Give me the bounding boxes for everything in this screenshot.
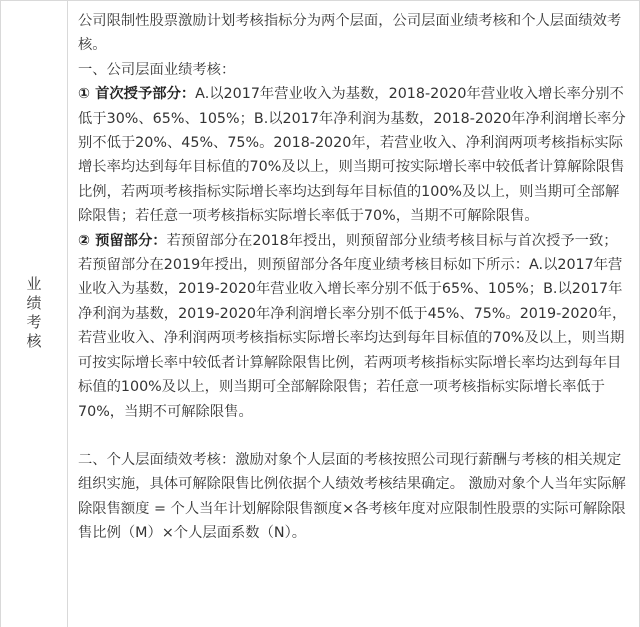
part1-paragraph bbox=[78, 82, 627, 228]
row-label: 业绩考核 bbox=[24, 276, 43, 352]
part2-text: 若预留部分在2018年授出，则预留部分业绩考核目标与首次授予一致；若预留部分在2019年授出，则预留部分各年度业绩考核目标如下所示：A.以2017年营业收入为基数，2019-2020年营业收入增长率分别不低于65%、105%；B.以2017年净利润为基数，2019-2020年净利润增长率分别不低于45%、75%。2019-2020年，若营业收入、净利润两项考核指标实际增长率均达到每年目标值的70%及以上，则当期可按实际增长率中较低者计算解除限售比例，若两项考核指标实际增长率均达到每年目标值的100%及以上，则当期可全部解除限售；若任意一项考核指标实际增长率低于70%，当期不可解除限售。 bbox=[78, 232, 627, 420]
section2-paragraph: 二、个人层面绩效考核：激励对象个人层面的考核按照公司现行薪酬与考核的相关规定组织实施，具体可解除限售比例依据个人绩效考核结果确定。 激励对象个人当年实际解除限售额度 = 个人当年计划解除限售额度×各考核年度对应限制性股票的实际可解除限售比例（M）×个人层面系数（N）。 bbox=[78, 451, 626, 542]
content-cell bbox=[68, 1, 640, 627]
part1-heading: ① 首次授予部分： bbox=[78, 86, 196, 103]
row-label-cell bbox=[0, 1, 68, 627]
paragraph-gap bbox=[78, 424, 627, 448]
part2-paragraph bbox=[78, 229, 627, 424]
part2-heading: ② 预留部分： bbox=[78, 232, 167, 249]
part1-text: A.以2017年营业收入为基数，2018-2020年营业收入增长率分别不低于30%、65%、105%；B.以2017年净利润为基数，2018-2020年净利润增长率分别不低于20%、45%、75%。2018-2020年，若营业收入、净利润两项考核指标实际增长率均达到每年目标值的70%及以上，则当期可按实际增长率中较低者计算解除限售比例，若两项考核指标实际增长率均达到每年目标值的100%及以上，则当期可全部解除限售；若任意一项考核指标实际增长率低于70%，当期不可解除限售。 bbox=[78, 86, 626, 225]
section1-title: 一、公司层面业绩考核： bbox=[78, 61, 236, 78]
intro-paragraph: 公司限制性股票激励计划考核指标分为两个层面，公司层面业绩考核和个人层面绩效考核。 bbox=[78, 13, 622, 54]
